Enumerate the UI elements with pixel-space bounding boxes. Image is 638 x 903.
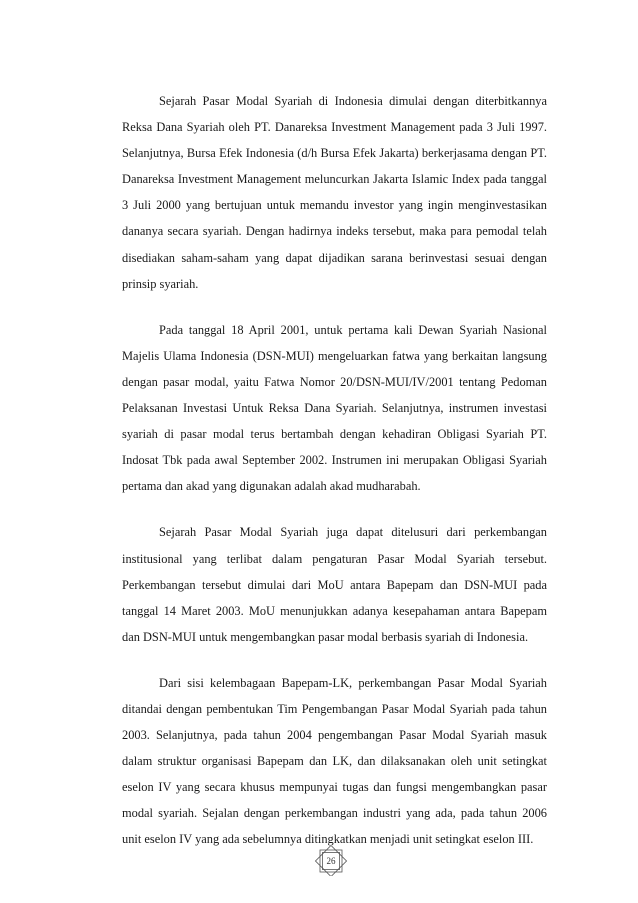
paragraph-3: Sejarah Pasar Modal Syariah juga dapat ditelusuri dari perkembangan institusional yang terlibat dalam pengaturan Pasar Modal Syariah tersebut. Perkembangan tersebut dimulai dari MoU antara Bapepam dan DSN-MUI pada tanggal 14 Maret 2003. MoU menunjukkan adanya kesepahaman antara Bapepam dan DSN-MUI untuk mengembangkan pasar modal berbasis syariah di Indonesia. — [122, 525, 547, 644]
page-number: 26 — [326, 856, 336, 866]
paragraph-2: Pada tanggal 18 April 2001, untuk pertama kali Dewan Syariah Nasional Majelis Ulama Indonesia (DSN-MUI) mengeluarkan fatwa yang berkaitan langsung dengan pasar modal, yaitu Fatwa Nomor 20/DSN-MUI/IV/2001 tentang Pedoman Pelaksanan Investasi Untuk Reksa Dana Syariah. Selanjutnya, instrumen investasi syariah di pasar modal terus bertambah dengan kehadiran Obligasi Syariah PT. Indosat Tbk pada awal September 2002. Instrumen ini merupakan Obligasi Syariah pertama dan akad yang digunakan adalah akad mudharabah. — [122, 322, 547, 494]
paragraph-4: Dari sisi kelembagaan Bapepam-LK, perkembangan Pasar Modal Syariah ditandai dengan pembentukan Tim Pengembangan Pasar Modal Syariah pada tahun 2003. Selanjutnya, pada tahun 2004 pengembangan Pasar Modal Syariah masuk dalam struktur organisasi Bapepam dan LK, dan dilaksanakan oleh unit setingkat eselon IV yang secara khusus mempunyai tugas dan fungsi mengembangkan pasar modal syariah. Sejalan dengan perkembangan industri yang ada, pada tahun 2006 unit eselon IV yang ada sebelumnya ditingkatkan menjadi unit setingkat eselon III. — [122, 675, 547, 847]
page-number-frame — [311, 846, 351, 876]
paragraph-1: Sejarah Pasar Modal Syariah di Indonesia dimulai dengan diterbitkannya Reksa Dana Syariah oleh PT. Danareksa Investment Management pada 3 Juli 1997. Selanjutnya, Bursa Efek Indonesia (d/h Bursa Efek Jakarta) berkerjasama dengan PT. Danareksa Investment Management meluncurkan Jakarta Islamic Index pada tanggal 3 Juli 2000 yang bertujuan untuk memandu investor yang ingin menginvestasikan dananya secara syariah. Dengan hadirnya indeks tersebut, maka para pemodal telah disediakan saham-saham yang dapat dijadikan sarana berinvestasi sesuai dengan prinsip syariah. — [122, 94, 547, 291]
body-text — [122, 88, 547, 873]
